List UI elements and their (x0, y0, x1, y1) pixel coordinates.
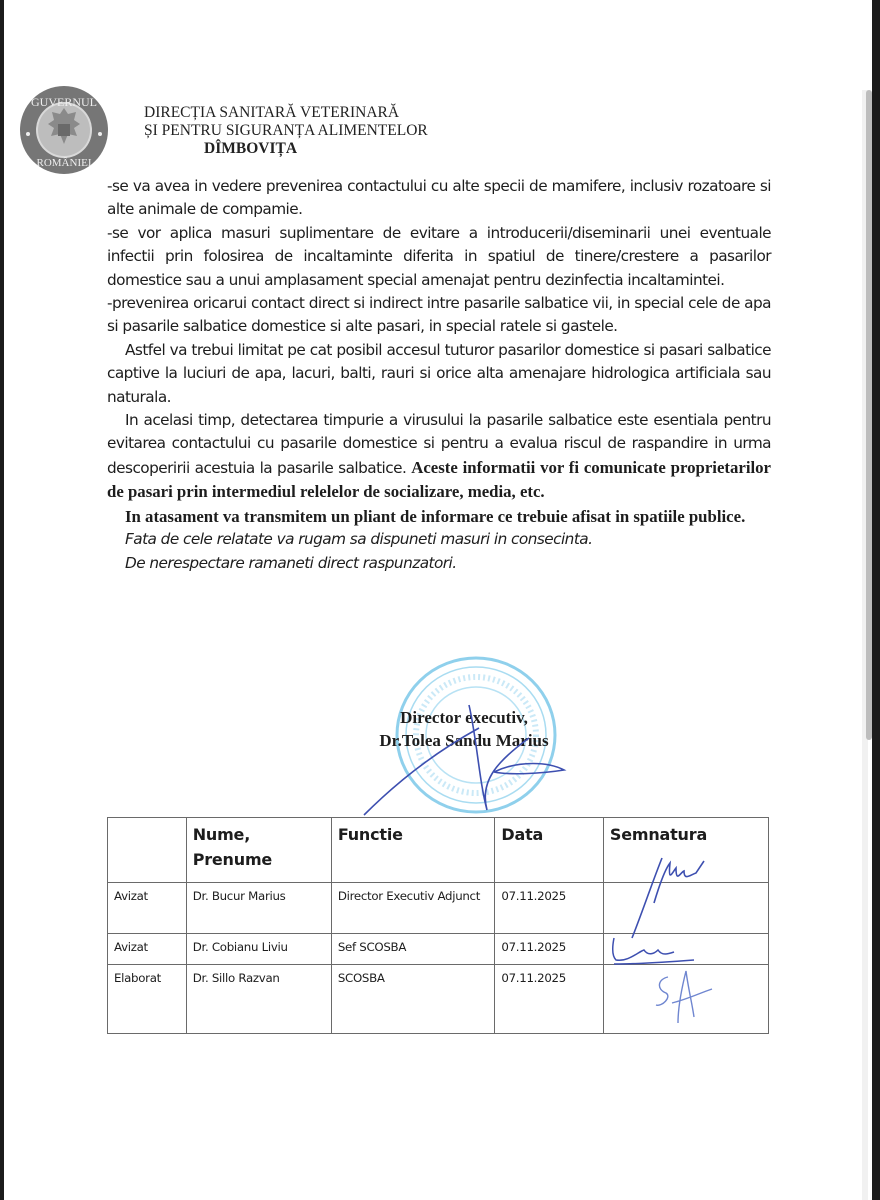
paragraph-1: -se va avea in vedere prevenirea contactului cu alte specii de mamifere, inclusiv rozatoare si alte animale de compamie. (107, 177, 771, 219)
cell-function: Director Executiv Adjunct (331, 883, 495, 934)
letter-body (107, 175, 771, 575)
cell-signature (603, 965, 768, 1034)
cell-function: SCOSBA (331, 965, 495, 1034)
cell-date: 07.11.2025 (495, 965, 603, 1034)
cell-signature (603, 934, 768, 965)
paragraph-2: -se vor aplica masuri suplimentare de evitare a introducerii/diseminarii unei eventuale infectii prin folosirea de incaltaminte diferita in spatiul de tinere/crestere a pasarilor domestice sau a unui amplasament special amenajat pentru dezinfectia incaltamintei. (107, 223, 771, 289)
header-cell-signature: Semnatura (603, 818, 768, 883)
table-row (108, 934, 769, 965)
cell-role: Avizat (108, 934, 187, 965)
paragraph-5-regular: In acelasi timp, detectarea timpurie a virusului la pasarile salbatice este esentiala pentru evitarea contactului cu pasarile domestice si pentru a evalua riscul de raspandire in urma descoperirii acestuia la pasarile salbatice. (107, 411, 771, 477)
header-cell-role (108, 818, 187, 883)
cell-name: Dr. Sillo Razvan (186, 965, 331, 1034)
header-cell-date: Data (495, 818, 603, 883)
scrollbar-thumb[interactable] (866, 90, 872, 740)
table-header-row (108, 818, 769, 883)
signatory-name: Dr.Tolea Sandu Marius (379, 731, 549, 750)
signature-cobianu-icon (608, 934, 698, 968)
cell-signature (603, 883, 768, 934)
cell-function: Sef SCOSBA (331, 934, 495, 965)
signature-sillo-icon (648, 967, 718, 1027)
paragraph-5-bold: Aceste informatii vor fi comunicate proprietarilor de pasari prin intermediul relelelor de socializare, media, etc. (107, 457, 771, 502)
header-line-2: ȘI PENTRU SIGURANȚA ALIMENTELOR (144, 122, 428, 139)
government-seal-icon (18, 84, 110, 176)
paragraph-7: Fata de cele relatate va rugam sa dispuneti masuri in consecinta. (125, 530, 593, 549)
institution-header (144, 104, 444, 158)
header-cell-function: Functie (331, 818, 495, 883)
svg-text:ROMÂNIEI: ROMÂNIEI (36, 157, 92, 169)
cell-date: 07.11.2025 (495, 934, 603, 965)
header-line-1: DIRECȚIA SANITARĂ VETERINARĂ (144, 104, 400, 121)
header-line-3: DÎMBOVIȚA (204, 140, 298, 157)
table-row (108, 883, 769, 934)
svg-text:GUVERNUL: GUVERNUL (31, 95, 97, 109)
cell-name: Dr. Cobianu Liviu (186, 934, 331, 965)
cell-role: Elaborat (108, 965, 187, 1034)
cell-role: Avizat (108, 883, 187, 934)
paragraph-8: De nerespectare ramaneti direct raspunzatori. (125, 553, 457, 572)
document-page (4, 0, 872, 1200)
header-cell-name: Nume, Prenume (186, 818, 331, 883)
cell-date: 07.11.2025 (495, 883, 603, 934)
paragraph-6: In atasament va transmitem un pliant de informare ce trebuie afisat in spatiile publice. (125, 506, 746, 526)
director-signature-icon (359, 700, 589, 820)
paragraph-3: -prevenirea oricarui contact direct si indirect intre pasarile salbatice vii, in special cele de apa si pasarile salbatice domestice si alte pasari, in special ratele si gastele. (107, 294, 771, 336)
cell-name: Dr. Bucur Marius (186, 883, 331, 934)
table-row (108, 965, 769, 1034)
paragraph-5 (107, 409, 771, 505)
window-edge (873, 0, 880, 1200)
paragraph-4: Astfel va trebui limitat pe cat posibil accesul tuturor pasarilor domestice si pasari salbatice captive la luciuri de apa, lacuri, balti, rauri si orice alta amenajare hidrologica artificiala sau naturala. (107, 340, 771, 406)
approvals-table (107, 817, 769, 1034)
signatory-title: Director executiv, (400, 708, 528, 727)
